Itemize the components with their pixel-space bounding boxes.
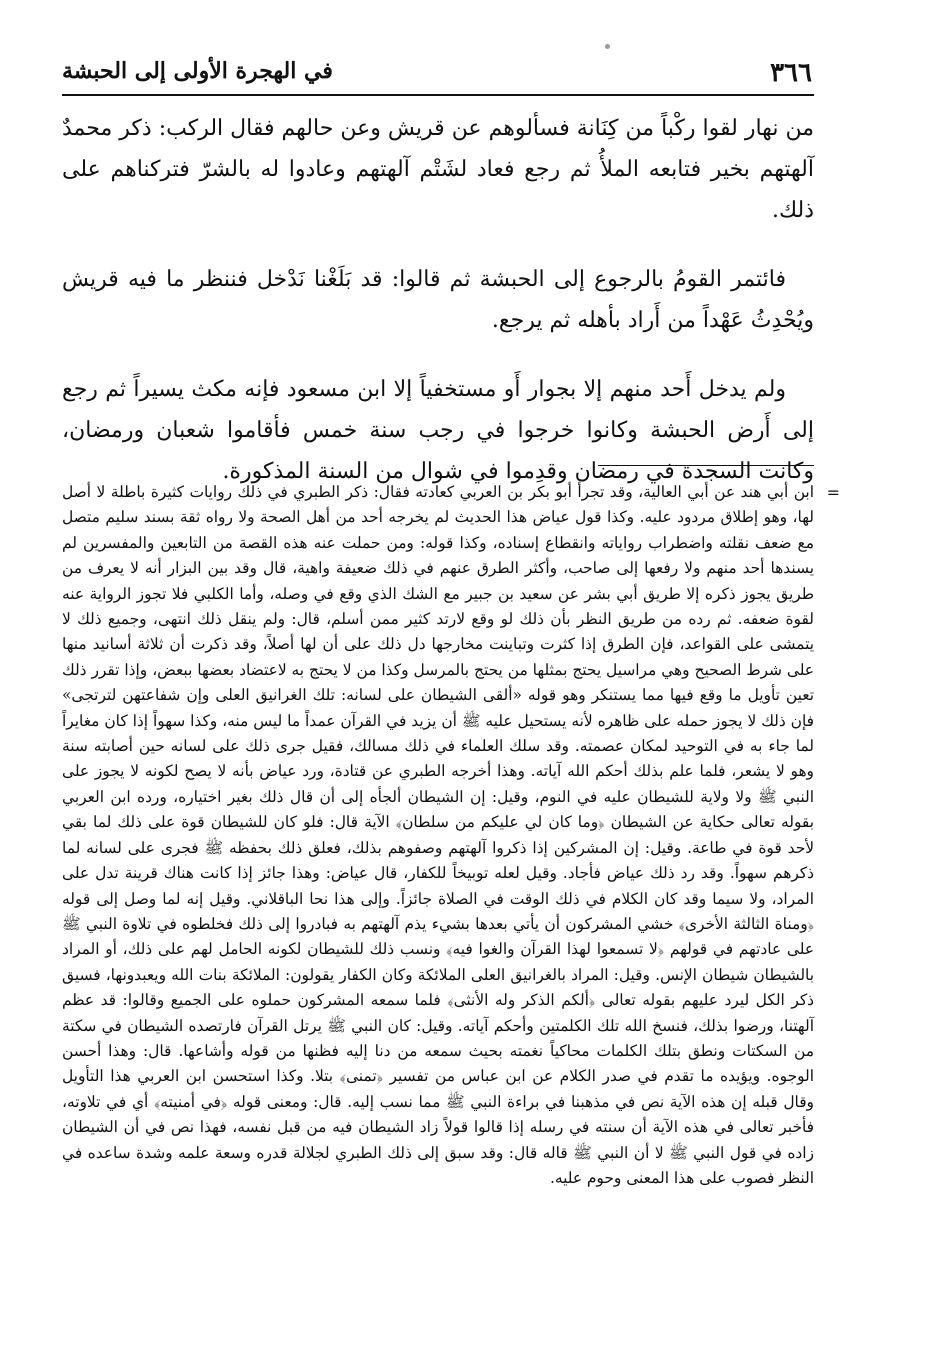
main-paragraph-2: فائتمر القومُ بالرجوع إلى الحبشة ثم قالوا: قد بَلَغْنا نَدْخل فننظر ما فيه قريش ويُحْدِثُ عَهْداً من أَراد بأهله ثم يرجع. [62,267,814,333]
running-title: في الهجرة الأولى إلى الحبشة [62,58,333,84]
main-paragraph-1: من نهار لقوا ركْباً من كِنَانة فسألوهم عن قريش وعن حالهم فقال الركب: ذكر محمدٌ آلهتهم بخير فتابعه الملأُ ثم رجع فعاد لشَتْم آلهتهم وعادوا له بالشرّ فتركناهم على ذلك. [62,116,814,223]
footnote-continuation-mark: = [826,483,840,502]
footnote-text: ابن أبي هند عن أبي العالية، وقد تجرأ أبو بكر بن العربي كعادته فقال: ذكر الطبري في ذلك روايات كثيرة باطلة لا أصل لها، وهو إطلاق مردود عليه. وكذا قول عياض هذا الحديث لم يخرجه أحد من أهل الصحة ولا رواه ثقة بسند سليم متصل مع ضعف نقلته واضطراب رواياته وانقطاع إسناده، وكذا قوله: ومن حملت عنه هذه القصة من التابعين والمفسرين لم يسندها أحد منهم ولا رفعها إلى صاحب، وأكثر الطرق عنهم في ذلك ضعيفة واهية، قال وقد بين البزار أنه لا يعرف من طريق يجوز ذكره إلا طريق أبي بشر عن سعيد بن جبير مع الشك الذي وقع في وصله، وأما الكلبي فلا تجوز الرواية عنه لقوة ضعفه. ثم رده من طريق النظر بأن ذلك لو وقع لارتد كثير ممن أسلم، قال: ولم ينقل ذلك انتهى، وجميع ذلك لا يتمشى على القواعد، فإن الطرق إذا كثرت وتباينت مخارجها دل ذلك على أن لها أصلاً، وقد ذكرت أن ثلاثة أسانيد منها على شرط الصحيح وهي مراسيل يحتج بمثلها من يحتج بالمرسل وكذا من لا يحتج به لاعتضاد بعضها ببعض، وإذا تقرر ذلك تعين تأويل ما وقع فيها مما يستنكر وهو قوله «ألقى الشيطان على لسانه: تلك الغرانيق العلى وإن شفاعتهن لترتجى» فإن ذلك لا يجوز حمله على ظاهره لأنه يستحيل عليه ﷺ أن يزيد في القرآن عمداً ما ليس منه، وكذا سهواً إذا كان مغايراً لما جاء به في التوحيد لمكان عصمته. وقد سلك العلماء في ذلك مسالك، فقيل جرى ذلك على لسانه حين أصابته سنة وهو لا يشعر، فلما علم بذلك أحكم الله آياته. وهذا أخرجه الطبري عن قتادة، ورد عياض بأنه لا يصح لكونه لا يجوز على النبي ﷺ ولا ولاية للشيطان عليه في النوم، وقيل: إن الشيطان ألجأه إلى أن قال ذلك بغير اختياره، ورده ابن العربي بقوله تعالى حكاية عن الشيطان ﴿وما كان لي عليكم من سلطان﴾ الآية قال: فلو كان للشيطان قوة على ذلك لما بقي لأحد قوة في طاعة. وقيل: إن المشركين إذا ذكروا آلهتهم وصفوهم بذلك، فعلق ذلك بحفظه ﷺ فجرى على لسانه لما ذكرهم سهواً. وقد رد ذلك عياض فأجاد. وقيل لعله توبيخاً للكفار، قال عياض: وهذا جائز إذا كانت هناك قرينة تدل على المراد، ولا سيما وقد كان الكلام في ذلك الوقت في الصلاة جائزاً. وإلى هذا نحا الباقلاني. وقيل إنه لما وصل إلى قوله ﴿ومناة الثالثة الأخرى﴾ خشي المشركون أن يأتي بعدها بشيء يذم آلهتهم به فبادروا إلى ذلك فخلطوه في تلاوة النبي ﷺ على عادتهم في قولهم ﴿لا تسمعوا لهذا القرآن والغوا فيه﴾ ونسب ذلك للشيطان لكونه الحامل لهم على ذلك، أو المراد بالشيطان شيطان الإنس. وقيل: المراد بالغرانيق العلى الملائكة وكان الكفار يقولون: الملائكة بنات الله ويعبدونها، فسيق ذكر الكل ليرد عليهم بقوله تعالى ﴿ألكم الذكر وله الأنثى﴾ فلما سمعه المشركون حملوه على الجميع وقالوا: قد عظم آلهتنا، ورضوا بذلك، فنسخ الله تلك الكلمتين وأحكم آياته. وقيل: كان النبي ﷺ يرتل القرآن فارتصده الشيطان في سكتة من السكتات ونطق بتلك الكلمات محاكياً نغمته بحيث سمعه من دنا إليه فظنها من قوله وأشاعها. قال: وهذا أحسن الوجوه. ويؤيده ما تقدم في صدر الكلام عن ابن عباس من تفسير ﴿تمنى﴾ بتلا. وكذا استحسن ابن العربي هذا التأويل وقال قبله إن هذه الآية نص في مذهبنا في براءة النبي ﷺ مما نسب إليه. قال: ومعنى قوله ﴿في أمنيته﴾ أي في تلاوته، فأخبر تعالى في هذه الآية أن سنته في رسله إذا قالوا قولاً زاد الشيطان فيه من قبل نفسه، فهذا نص في أن الشيطان زاده في قول النبي ﷺ لا أن النبي ﷺ قاله قال: وقد سبق إلى ذلك الطبري لجلالة قدره وسعة علمه وشدة ساعده في النظر فصوب على هذا المعنى وحوم عليه. [62,483,815,1187]
scan-speck [605,44,610,49]
footnote-separator [598,465,814,466]
main-text [62,108,814,520]
page-number: ٣٦٦ [770,58,812,88]
header-rule [62,94,814,96]
main-paragraph-3: ولم يدخل أَحد منهم إلا بجوار أَو مستخفياً إلا ابن مسعود فإنه مكث يسيراً ثم رجع إلى أَرض الحبشة وكانوا خرجوا في رجب سنة خمس فأقاموا شعبان ورمضان، وكانت السجدة في رمضان وقدِموا في شوال من السنة المذكورة. [62,377,814,484]
page-header [62,56,812,96]
footnotes [62,480,840,1191]
